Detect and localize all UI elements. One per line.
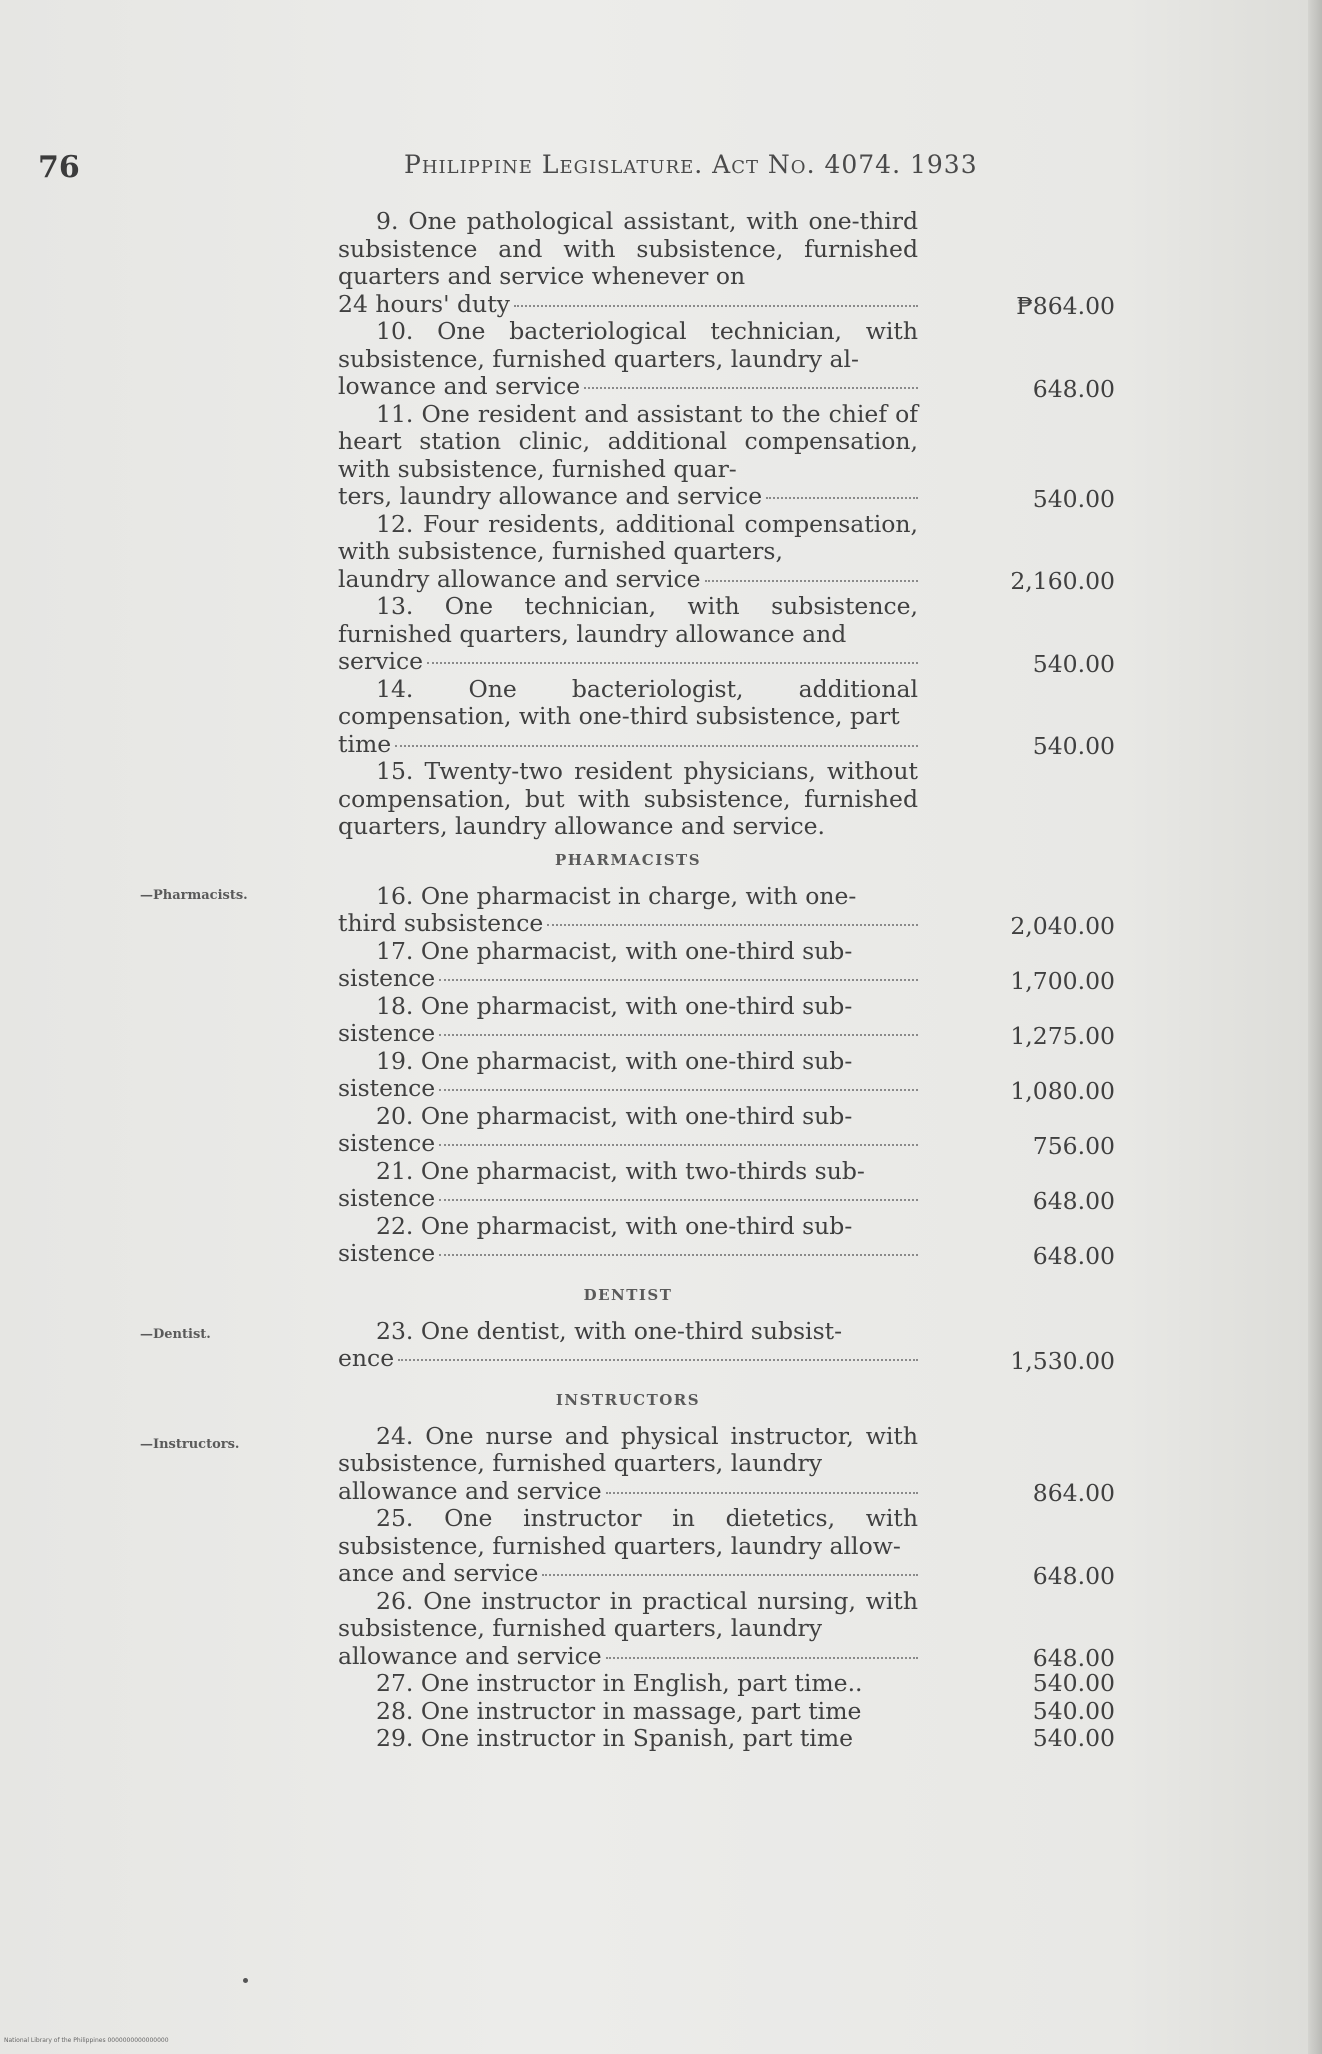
salary-entry (338, 1586, 1115, 1672)
entry-amount: 648.00 (1032, 1561, 1115, 1590)
leader-dots (439, 1033, 918, 1036)
entry-last-line (338, 1075, 918, 1103)
salary-entry (338, 991, 1115, 1050)
entry-last-text: allowance and service (338, 1641, 602, 1670)
entry-last-text: ters, laundry allowance and service (338, 482, 763, 510)
salary-entry-short (338, 1724, 1115, 1753)
entry-last-text: sistence (338, 1184, 436, 1212)
leader-dots (439, 1088, 918, 1091)
entry-last-text: laundry allowance and service (338, 564, 701, 593)
entry-text: 16. One pharmacist in charge, with one- (376, 881, 857, 910)
leader-dots (395, 744, 918, 747)
entry-last-text: sistence (338, 964, 436, 992)
salary-entry (338, 1156, 1115, 1215)
entry-last-line (338, 731, 918, 759)
salary-entries-instructors-short (338, 1669, 1115, 1753)
entry-text: 17. One pharmacist, with one-third sub- (376, 936, 853, 965)
entry-amount: ₱864.00 (1016, 292, 1115, 320)
salary-entry (338, 758, 918, 841)
leader-dots (427, 661, 918, 664)
entry-amount: 1,700.00 (1010, 966, 1115, 995)
entry-text: 19. One pharmacist, with one-third sub- (376, 1046, 853, 1075)
leader-dots (547, 923, 918, 926)
entry-text: 14. One bacteriologist, additional compensation, with one-third subsistence, part (338, 674, 918, 730)
leader-dots (439, 978, 918, 981)
entry-amount: 540.00 (1032, 649, 1115, 678)
entry-amount: 1,080.00 (1010, 1076, 1115, 1105)
entry-last-line (338, 1478, 918, 1506)
entry-last-line (338, 373, 918, 401)
entry-last-text: sistence (338, 1239, 436, 1267)
entry-last-line (338, 483, 918, 511)
entry-text: 15. Twenty-two resident physicians, without compensation, but with subsistence, furnished quarters, laundry allowance and service. (338, 757, 918, 840)
print-speck (243, 1978, 248, 1983)
entry-last-text: sistence (338, 1129, 436, 1157)
entry-amount: 540.00 (1032, 484, 1115, 513)
salary-entry-short (338, 1669, 1115, 1698)
footer-credit: National Library of the Philippines 0000000000000000 (4, 2037, 169, 2044)
entry-last-text: lowance and service (338, 372, 581, 400)
salary-entry (338, 1211, 1115, 1270)
salary-entry (338, 1421, 1115, 1507)
entry-last-line (338, 566, 918, 594)
entry-text: 18. One pharmacist, with one-third sub- (376, 991, 853, 1020)
entry-amount: 648.00 (1032, 1241, 1115, 1270)
salary-entry (338, 509, 1115, 595)
salary-entry (338, 674, 1115, 760)
entry-amount: 1,275.00 (1010, 1021, 1115, 1050)
entry-amount: 540.00 (1032, 1669, 1115, 1697)
entry-text: 24. One nurse and physical instructor, with subsistence, furnished quarters, laundry (338, 1421, 918, 1477)
section-heading-instructors: INSTRUCTORS (555, 1390, 701, 1409)
leader-dots (542, 1573, 918, 1576)
entry-text: 12. Four residents, additional compensation, with subsistence, furnished quarters, (338, 509, 918, 565)
entry-amount: 2,040.00 (1010, 911, 1115, 940)
leader-dots (584, 386, 918, 389)
entry-amount: 540.00 (1032, 1696, 1115, 1725)
section-heading-dentist: DENTIST (583, 1285, 673, 1304)
salary-entries-pharmacists (338, 881, 1115, 1270)
entry-amount: 648.00 (1032, 1186, 1115, 1215)
margin-note-instructors: —Instructors. (140, 1437, 240, 1452)
entry-amount: 648.00 (1032, 374, 1115, 403)
entry-last-line (338, 1643, 918, 1671)
entry-last-line (338, 1560, 918, 1588)
body-column (338, 207, 1115, 1753)
entry-amount: 648.00 (1032, 1644, 1115, 1672)
salary-entry (338, 881, 1115, 940)
salary-entry (338, 207, 1115, 320)
entry-amount: 1,530.00 (1010, 1346, 1115, 1375)
entry-text: 26. One instructor in practical nursing, with subsistence, furnished quarters, laundry (338, 1586, 918, 1642)
salary-entry (338, 1046, 1115, 1105)
entry-last-line (338, 1020, 918, 1048)
entry-amount: 540.00 (1032, 732, 1115, 760)
entry-text: 10. One bacteriological technician, with subsistence, furnished quarters, laundry al- (338, 317, 918, 373)
entry-last-line (338, 1130, 918, 1158)
section-heading-pharmacists: PHARMACISTS (554, 850, 702, 869)
page-edge (1308, 0, 1322, 2054)
salary-entries-dentist (338, 1316, 1115, 1375)
page-number: 76 (38, 150, 80, 185)
entry-text: 21. One pharmacist, with two-thirds sub- (376, 1156, 865, 1185)
leader-dots (514, 304, 918, 307)
leader-dots (398, 1358, 918, 1361)
entry-text: 20. One pharmacist, with one-third sub- (376, 1101, 853, 1130)
entry-last-line (338, 1185, 918, 1213)
leader-dots (439, 1198, 918, 1201)
salary-entry (338, 317, 1115, 403)
salary-entry (338, 592, 1115, 678)
leader-dots (606, 1491, 918, 1494)
entry-last-line (338, 965, 918, 993)
salary-entry (338, 399, 1115, 513)
entry-text: 28. One instructor in massage, part time (376, 1696, 862, 1725)
leader-dots (705, 579, 918, 582)
entry-last-text: ence (338, 1344, 395, 1372)
salary-entries-top (338, 207, 1115, 841)
salary-entries-instructors (338, 1421, 1115, 1672)
entry-amount: 2,160.00 (1010, 567, 1115, 595)
entry-text: 13. One technician, with subsistence, furnished quarters, laundry allowance and (338, 592, 918, 648)
salary-entry (338, 1101, 1115, 1160)
entry-last-line (338, 1240, 918, 1268)
leader-dots (766, 496, 918, 499)
salary-entry (338, 1504, 1115, 1590)
entry-text: 9. One pathological assistant, with one-third subsistence and with subsistence, furnished quarters and service whenever on (338, 207, 918, 290)
leader-dots (439, 1253, 918, 1256)
entry-last-text: sistence (338, 1074, 436, 1102)
salary-entry (338, 1316, 1115, 1375)
entry-last-line (338, 910, 918, 938)
entry-amount: 756.00 (1032, 1131, 1115, 1160)
entry-last-line (338, 648, 918, 676)
entry-amount: 540.00 (1032, 1724, 1115, 1752)
entry-last-text: third subsistence (338, 909, 544, 937)
salary-entry (338, 936, 1115, 995)
entry-text: 22. One pharmacist, with one-third sub- (376, 1211, 853, 1240)
entry-last-text: allowance and service (338, 1476, 602, 1505)
entry-last-text: ance and service (338, 1559, 539, 1587)
entry-last-text: service (338, 647, 424, 675)
entry-last-text: sistence (338, 1019, 436, 1047)
salary-entry-short (338, 1696, 1115, 1726)
entry-amount: 864.00 (1032, 1479, 1115, 1507)
entry-last-text: time (338, 729, 392, 758)
entry-text: 23. One dentist, with one-third subsist- (376, 1316, 843, 1345)
entry-last-line (338, 291, 918, 319)
leader-dots (606, 1656, 918, 1659)
entry-last-text: 24 hours' duty (338, 289, 510, 318)
entry-text: 27. One instructor in English, part time.. (376, 1669, 863, 1697)
running-head: Philippine Legislature. Act No. 4074. 1933 (404, 150, 978, 179)
entry-text: 29. One instructor in Spanish, part time (376, 1724, 854, 1752)
margin-note-pharmacists: —Pharmacists. (140, 888, 248, 903)
entry-text: 11. One resident and assistant to the chief of heart station clinic, additional compensation, with subsistence, furnished quar- (338, 399, 918, 483)
margin-note-dentist: —Dentist. (140, 1327, 211, 1342)
leader-dots (439, 1143, 918, 1146)
entry-text: 25. One instructor in dietetics, with subsistence, furnished quarters, laundry allow- (338, 1504, 918, 1560)
entry-last-line (338, 1345, 918, 1373)
